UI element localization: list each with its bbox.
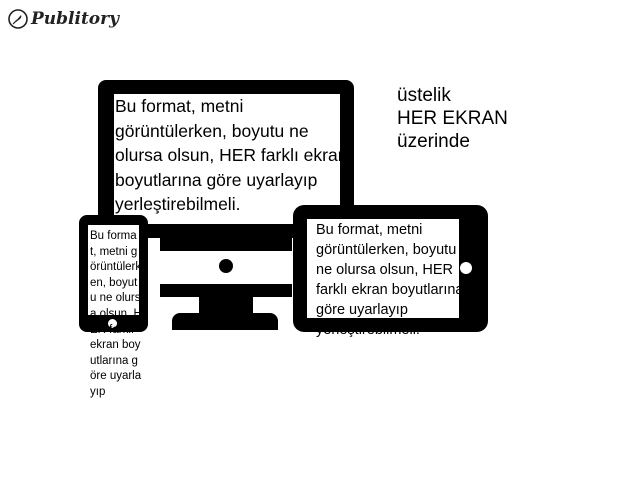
monitor-button — [219, 259, 233, 273]
brand-name: Publitory — [31, 9, 119, 29]
phone-text: Bu format, metni görüntülerken, boyutu ne olursa olsun, HER farklı ekran boyutlarına göre uyarlayıp — [90, 230, 142, 398]
tablet-text: Bu format, metni görüntülerken, boyutu ne olursa olsun, HER farklı ekran boyutlarına göre uyarlayıp yerleştirebilmeli. — [316, 222, 464, 338]
monitor-text: Bu format, metni görüntülerken, boyutu ne olursa olsun, HER farklı ekran boyutlarına göre uyarlayıp yerleştirebilmeli. — [115, 96, 348, 214]
caption-line-3: üzerinde — [397, 131, 470, 152]
caption — [397, 84, 508, 153]
monitor-chin — [160, 284, 292, 297]
brand-logo — [8, 8, 119, 30]
monitor-neck — [199, 297, 253, 313]
caption-line-1: üstelik — [397, 85, 451, 106]
feather-circle-icon — [8, 9, 28, 29]
monitor-stand — [172, 313, 278, 330]
monitor-bezel-bottom — [160, 238, 292, 251]
caption-line-2: HER EKRAN — [397, 108, 508, 129]
